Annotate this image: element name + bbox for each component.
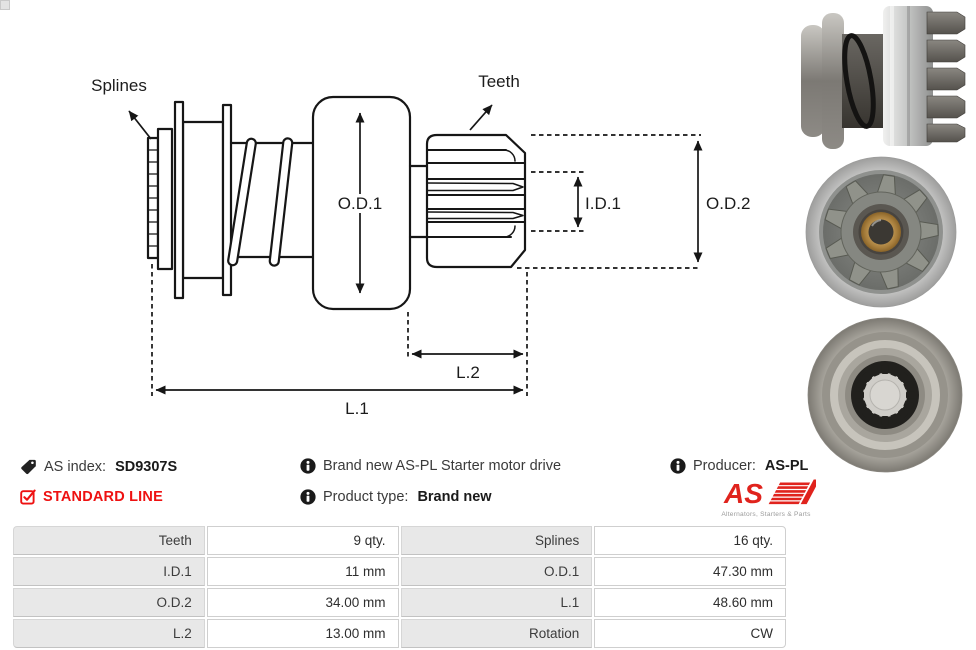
spec-value-cell: 11 mm [207, 557, 399, 586]
dim-label-splines: Splines [91, 76, 147, 95]
as-index-label: AS index: [44, 458, 107, 475]
table-row [13, 619, 786, 648]
spec-label-cell: Teeth [13, 526, 205, 555]
producer-label: Producer: [693, 458, 756, 474]
spec-value-cell: 9 qty. [207, 526, 399, 555]
spring-shape [228, 138, 293, 266]
as-index-row [20, 458, 177, 475]
product-type-value: Brand new [417, 489, 492, 505]
logo-tagline: Alternators, Starters & Parts [721, 511, 811, 518]
splined-shaft-shape [148, 129, 172, 269]
spec-value-cell: 34.00 mm [207, 588, 399, 617]
standard-line-label: STANDARD LINE [43, 489, 163, 505]
as-pl-logo [714, 478, 818, 518]
logo-as-text: AS [724, 478, 763, 508]
table-row [13, 557, 786, 586]
description-row [300, 458, 561, 474]
product-photo-front [801, 153, 961, 311]
standard-line-row [20, 489, 163, 505]
table-row [13, 588, 786, 617]
spec-label-cell: O.D.2 [13, 588, 205, 617]
spec-label-cell: Rotation [401, 619, 593, 648]
specs-table [11, 524, 788, 650]
as-pl-logo-mark [716, 478, 816, 508]
spec-label-cell: L.2 [13, 619, 205, 648]
spec-value-cell: 47.30 mm [594, 557, 786, 586]
flange-shapes [175, 102, 231, 298]
pinion-shape [427, 135, 525, 267]
checkbox-icon [20, 489, 36, 505]
logo-stripes [769, 480, 816, 505]
info-icon [670, 458, 686, 474]
dim-label-od1: O.D.1 [337, 194, 383, 213]
spec-label-cell: O.D.1 [401, 557, 593, 586]
tag-icon [20, 458, 37, 475]
spec-label-cell: Splines [401, 526, 593, 555]
product-type-label: Product type: [323, 489, 409, 505]
dim-label-l2: L.2 [456, 363, 480, 382]
product-photo-side [795, 0, 976, 152]
table-row [13, 526, 786, 555]
dim-label-od2: O.D.2 [706, 194, 751, 213]
info-icon [300, 458, 316, 474]
dim-label-id1: I.D.1 [585, 194, 621, 213]
info-icon [300, 489, 316, 505]
producer-row [670, 458, 808, 474]
spec-value-cell: 13.00 mm [207, 619, 399, 648]
producer-value: AS-PL [764, 458, 809, 474]
spec-label-cell: L.1 [401, 588, 593, 617]
spec-value-cell: 16 qty. [594, 526, 786, 555]
description-text: Brand new AS-PL Starter motor drive [323, 458, 562, 474]
product-type-row [300, 489, 492, 505]
as-index-value: SD9307S [115, 458, 178, 475]
spec-value-cell: 48.60 mm [594, 588, 786, 617]
product-photo-rear [797, 316, 974, 476]
spec-label-cell: I.D.1 [13, 557, 205, 586]
dim-label-teeth: Teeth [478, 72, 520, 91]
dim-label-l1: L.1 [345, 399, 369, 418]
spec-value-cell: CW [594, 619, 786, 648]
